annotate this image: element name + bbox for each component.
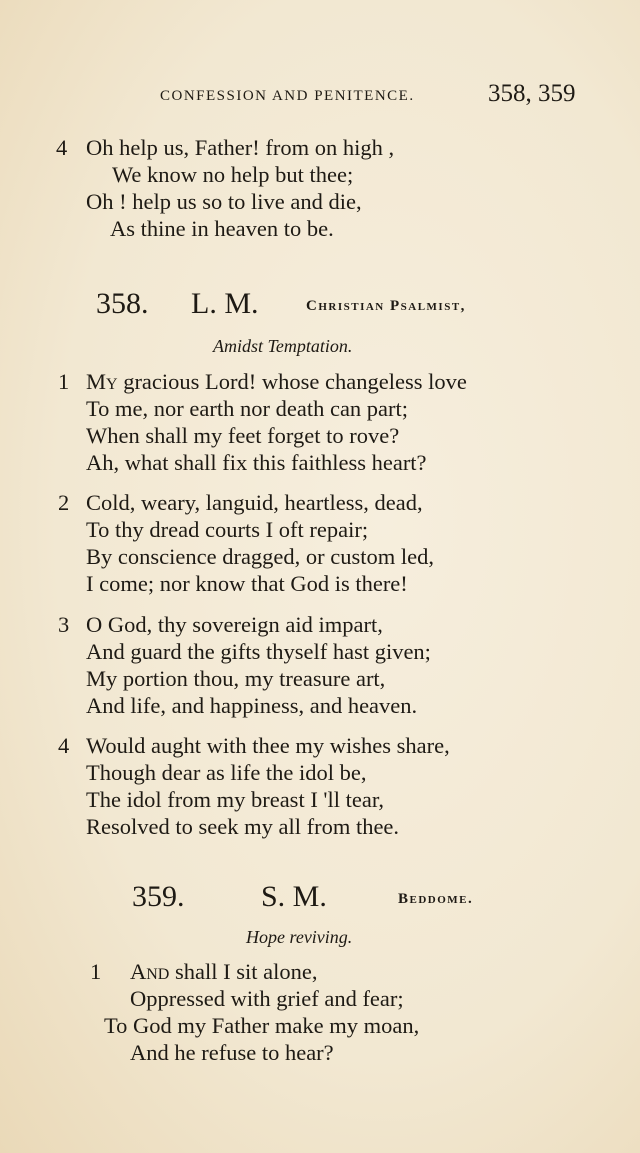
verse-number: 4 (56, 135, 68, 160)
hymn-number: 359. (132, 880, 185, 913)
verse-line: I come; nor know that God is there! (86, 571, 408, 596)
verse-line: When shall my feet forget to rove? (86, 423, 400, 448)
verse-line: Cold, weary, languid, heartless, dead, (86, 490, 423, 515)
verse-line: Resolved to seek my all from thee. (86, 814, 400, 839)
verse-first-word: And (130, 959, 170, 984)
hymn-author: Beddome. (398, 891, 474, 907)
verse-line: As thine in heaven to be. (110, 216, 334, 241)
verse-line: Though dear as life the idol be, (86, 760, 367, 785)
verse-line: To thy dread courts I oft repair; (86, 517, 369, 542)
verse-line: Oh ! help us so to live and die, (86, 189, 362, 214)
verse-number: 1 (58, 369, 70, 394)
verse-line: Would aught with thee my wishes share, (86, 733, 450, 758)
verse-line: The idol from my breast I 'll tear, (86, 787, 385, 812)
verse-number: 3 (58, 612, 70, 637)
running-title: CONFESSION AND PENITENCE. (160, 88, 415, 104)
verse-line: And guard the gifts thyself hast given; (86, 639, 431, 664)
verse-number: 4 (58, 733, 70, 758)
verse-number: 1 (90, 959, 102, 984)
verse-line: Oh help us, Father! from on high , (86, 135, 395, 160)
verse-line: O God, thy sovereign aid impart, (86, 612, 383, 637)
verse-line: My portion thou, my treasure art, (86, 666, 386, 691)
verse-line: Ah, what shall fix this faithless heart? (86, 450, 427, 475)
hymn-meter: S. M. (261, 880, 327, 913)
verse-number: 2 (58, 490, 70, 515)
verse-line: To God my Father make my moan, (104, 1013, 420, 1038)
verse-line (130, 959, 317, 985)
verse-line-rest: shall I sit alone, (169, 959, 318, 984)
verse-first-word: My (86, 369, 118, 394)
hymn-subtitle: Amidst Temptation. (213, 336, 353, 356)
verse-line-rest: gracious Lord! whose changeless love (117, 369, 467, 394)
verse-line: And life, and happiness, and heaven. (86, 693, 418, 718)
verse-line: By conscience dragged, or custom led, (86, 544, 435, 569)
verse-line: And he refuse to hear? (130, 1040, 334, 1065)
hymn-meter: L. M. (191, 287, 259, 320)
verse-line (86, 369, 467, 395)
verse-line: To me, nor earth nor death can part; (86, 396, 409, 421)
verse-line: Oppressed with grief and fear; (130, 986, 404, 1011)
hymn-author: Christian Psalmist, (306, 298, 466, 314)
hymn-number: 358. (96, 287, 149, 320)
page-numbers: 358, 359 (488, 80, 576, 107)
hymn-subtitle: Hope reviving. (246, 927, 353, 947)
verse-line: We know no help but thee; (112, 162, 354, 187)
